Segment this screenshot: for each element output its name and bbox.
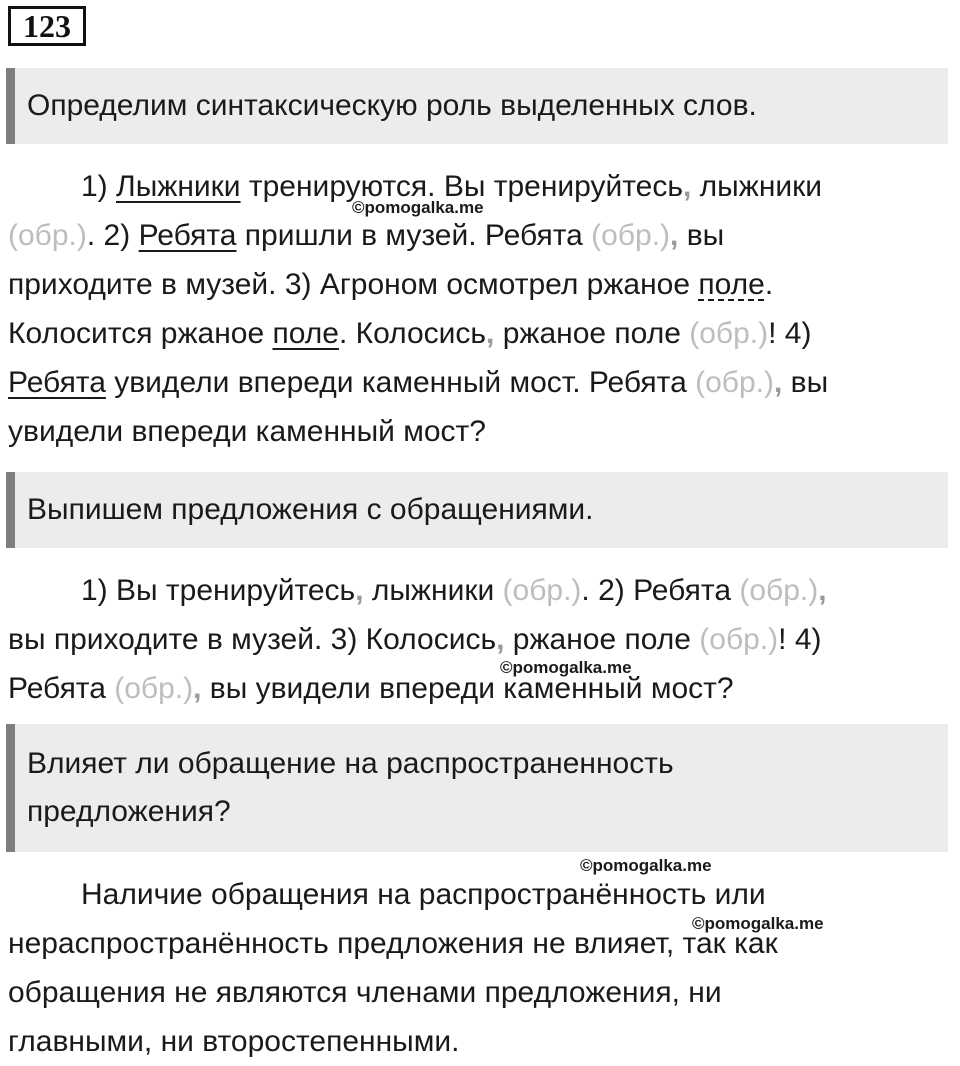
- text-line: обращения не являются членами предложения, ни: [8, 976, 722, 1009]
- text-line: 1) Лыжники тренируются. Вы тренируйтесь, лыжники: [81, 170, 823, 203]
- underlined-word: Лыжники: [116, 170, 241, 203]
- text-line: приходите в музей. 3) Агроном осмотрел ржаное поле.: [8, 268, 774, 301]
- dashed-underlined-word: поле: [698, 268, 765, 301]
- address-mark: (обр.): [114, 672, 194, 705]
- watermark: ©pomogalka.me: [500, 658, 632, 677]
- text-line: увидели впереди каменный мост?: [8, 415, 486, 448]
- text-line: Наличие обращения на распространённость или: [81, 878, 766, 911]
- address-mark: (обр.): [689, 317, 769, 350]
- text-line: нераспространённость предложения не влияет, так как: [8, 927, 778, 960]
- underlined-word: Ребята: [138, 219, 237, 252]
- section-3-text: [8, 870, 938, 1066]
- section-heading-3-line: предложения?: [27, 795, 231, 828]
- text-line: Колосится ржаное поле. Колосись, ржаное поле (обр.)! 4): [8, 317, 812, 350]
- section-heading-1: [6, 68, 948, 144]
- text-line: (обр.). 2) Ребята пришли в музей. Ребята (обр.), вы: [8, 219, 725, 252]
- exercise-number: 123: [8, 6, 86, 46]
- text-line: 1) Вы тренируйтесь, лыжники (обр.). 2) Ребята (обр.),: [81, 574, 827, 607]
- section-heading-2: [6, 472, 948, 548]
- underlined-word: Ребята: [8, 366, 106, 399]
- section-2-text: [8, 566, 938, 713]
- address-mark: (обр.): [739, 574, 819, 607]
- address-mark: (обр.): [695, 366, 774, 399]
- section-heading-3-line: Влияет ли обращение на распространенность: [27, 747, 674, 780]
- text-line: Ребята увидели впереди каменный мост. Ребята (обр.), вы: [8, 366, 829, 399]
- section-heading-2-text: Выпишем предложения с обращениями.: [27, 493, 594, 526]
- address-mark: (обр.): [699, 623, 779, 656]
- text-line: вы приходите в музей. 3) Колосись, ржаное поле (обр.)! 4): [8, 623, 822, 656]
- address-mark: (обр.): [8, 219, 87, 252]
- section-heading-3: [6, 724, 948, 852]
- text-line: Ребята (обр.), вы увидели впереди каменный мост?: [8, 672, 734, 705]
- text-line: главными, ни второстепенными.: [8, 1025, 460, 1058]
- underlined-word: поле: [272, 317, 339, 350]
- watermark: ©pomogalka.me: [692, 914, 824, 933]
- section-heading-1-text: Определим синтаксическую роль выделенных слов.: [27, 89, 757, 122]
- address-mark: (обр.): [591, 219, 671, 252]
- address-mark: (обр.): [502, 574, 582, 607]
- watermark: ©pomogalka.me: [580, 856, 712, 875]
- watermark: ©pomogalka.me: [352, 198, 484, 217]
